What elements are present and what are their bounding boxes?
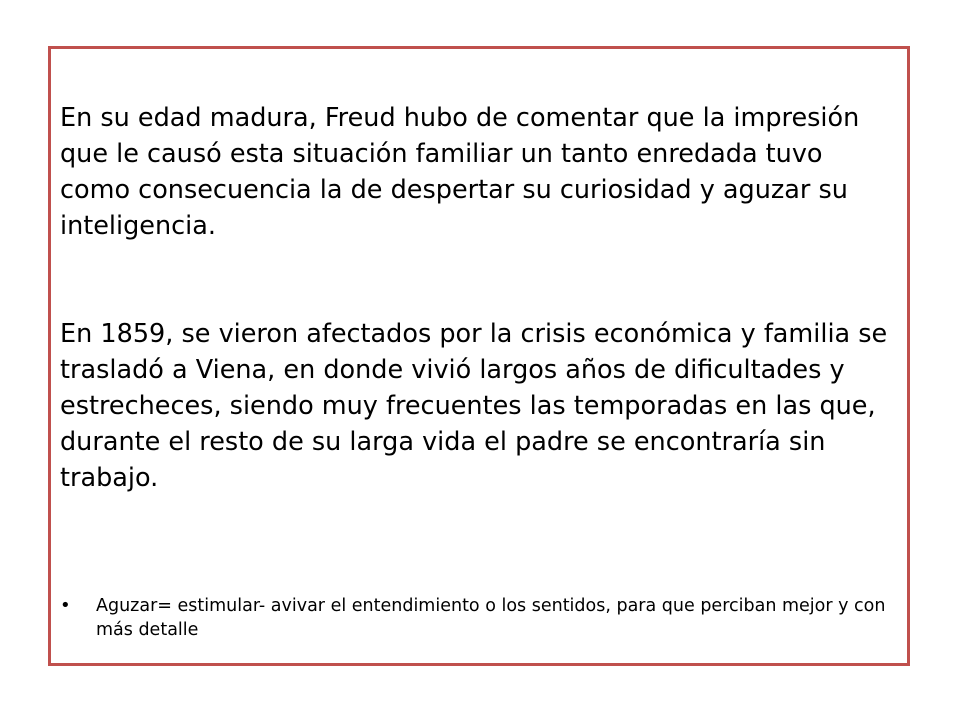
paragraph-vienna-1859: En 1859, se vieron afectados por la crisis económica y familia se trasladó a Viena, en donde vivió largos años de dificultades y estrecheces, siendo muy frecuentes las temporadas en las que, durante el resto de su larga vida el padre se encontraría sin trabajo. — [60, 319, 888, 493]
bullet-note — [60, 594, 905, 642]
paragraph-freud-curiosity: En su edad madura, Freud hubo de comentar que la impresión que le causó esta situación familiar un tanto enredada tuvo como consecuencia la de despertar su curiosidad y aguzar su inteligencia. — [60, 103, 860, 241]
bullet-icon: • — [60, 595, 71, 616]
bullet-note-text: Aguzar= estimular- avivar el entendimiento o los sentidos, para que perciban mejor y con más detalle — [96, 596, 886, 640]
